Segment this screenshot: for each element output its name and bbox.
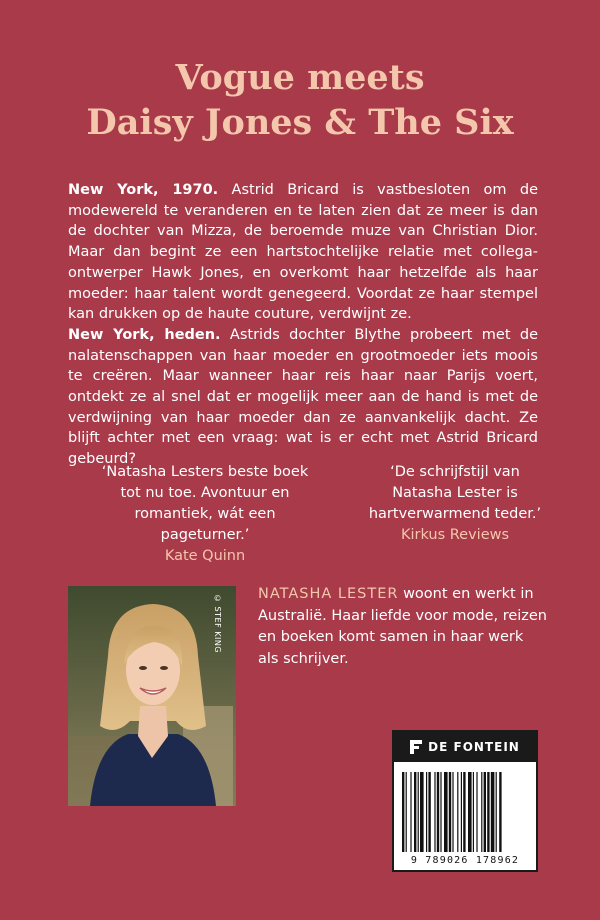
barcode-bar xyxy=(440,772,441,852)
barcode-bar xyxy=(418,772,419,852)
quote-source: Kirkus Reviews xyxy=(400,527,510,543)
headline xyxy=(0,55,600,145)
barcode-bar xyxy=(499,772,501,852)
barcode-bar xyxy=(426,772,427,852)
quote-line: tot nu toe. Avontuur en xyxy=(120,485,290,501)
publisher-logo xyxy=(394,732,536,762)
quote-line: ‘Natasha Lesters beste boek xyxy=(101,464,309,480)
blurb-lead-2: New York, heden. xyxy=(68,326,221,343)
barcode-bar xyxy=(491,772,495,852)
blurb-lead-1: New York, 1970. xyxy=(68,182,219,198)
review-quote-2 xyxy=(340,462,570,546)
barcode-bar xyxy=(437,772,439,852)
headline-line-2: Daisy Jones & The Six xyxy=(86,102,514,143)
barcode-bar xyxy=(434,772,435,852)
quote-source: Kate Quinn xyxy=(164,548,246,564)
barcode-bar xyxy=(420,772,424,852)
barcode xyxy=(402,772,528,852)
author-bio xyxy=(258,584,548,670)
barcode-bar xyxy=(461,772,462,852)
barcode-bar xyxy=(476,772,477,852)
barcode-box xyxy=(392,730,538,872)
barcode-bar xyxy=(414,772,416,852)
blurb-text-2: Astrids dochter Blythe probeert met de nalatenschappen van haar moeder en grootmoeder iets moois te creëren. Maar wanneer haar reis haar naar Parijs voert, ontdekt ze al snel dat er mogelijk meer aan de hand is met de verdwijning van haar moeder dan ze aanvankelijk dacht. Ze blijft achter met een vraag: wat is er echt met Astrid Bricard gebeurd? xyxy=(68,326,538,468)
photo-credit: © STEF KING xyxy=(213,594,222,653)
barcode-bar xyxy=(444,772,448,852)
quote-line: Natasha Lester is xyxy=(392,485,518,501)
barcode-bar xyxy=(487,772,489,852)
publisher-f-icon xyxy=(410,740,422,754)
barcode-bar xyxy=(481,772,482,852)
barcode-bar xyxy=(428,772,430,852)
isbn-number: 9 789026 178962 xyxy=(410,855,520,866)
barcode-bar xyxy=(410,772,411,852)
barcode-bar xyxy=(452,772,453,852)
barcode-bar xyxy=(496,772,497,852)
barcode-bar xyxy=(457,772,458,852)
barcode-bar xyxy=(484,772,486,852)
barcode-bar xyxy=(402,772,404,852)
blurb xyxy=(68,180,538,470)
publisher-name: DE FONTEIN xyxy=(428,740,520,754)
blurb-paragraph-1 xyxy=(68,180,538,325)
author-name: NATASHA LESTER xyxy=(258,586,399,602)
author-bio-text: woont en werkt in Australië. Haar liefde voor mode, reizen en boeken komt samen in haar werk als schrijver. xyxy=(258,586,548,667)
review-quote-1 xyxy=(90,462,320,567)
barcode-bar xyxy=(473,772,474,852)
barcode-bar xyxy=(468,772,472,852)
author-photo xyxy=(68,586,236,806)
blurb-text-1: Astrid Bricard is vastbesloten om de modewereld te veranderen en te laten zien dat ze meer is dan de dochter van Mizza, de beroemde muze van Christian Dior. Maar dan begint ze een hartstochtelijke relatie met collega-ontwerper Hawk Jones, en overkomt haar hetzelfde als haar moeder: haar talent wordt genegeerd. Voordat ze haar stempel kan drukken op de haute couture, verdwijnt ze. xyxy=(68,182,539,323)
barcode-bar xyxy=(406,772,407,852)
quote-line: hartverwarmend teder.’ xyxy=(368,506,542,522)
quote-line: ‘De schrijfstijl van xyxy=(390,464,520,480)
barcode-bar xyxy=(449,772,451,852)
headline-line-1: Vogue meets xyxy=(175,57,425,98)
barcode-bar xyxy=(463,772,465,852)
quote-line: romantiek, wát een pageturner.’ xyxy=(134,506,276,543)
blurb-paragraph-2 xyxy=(68,325,538,470)
